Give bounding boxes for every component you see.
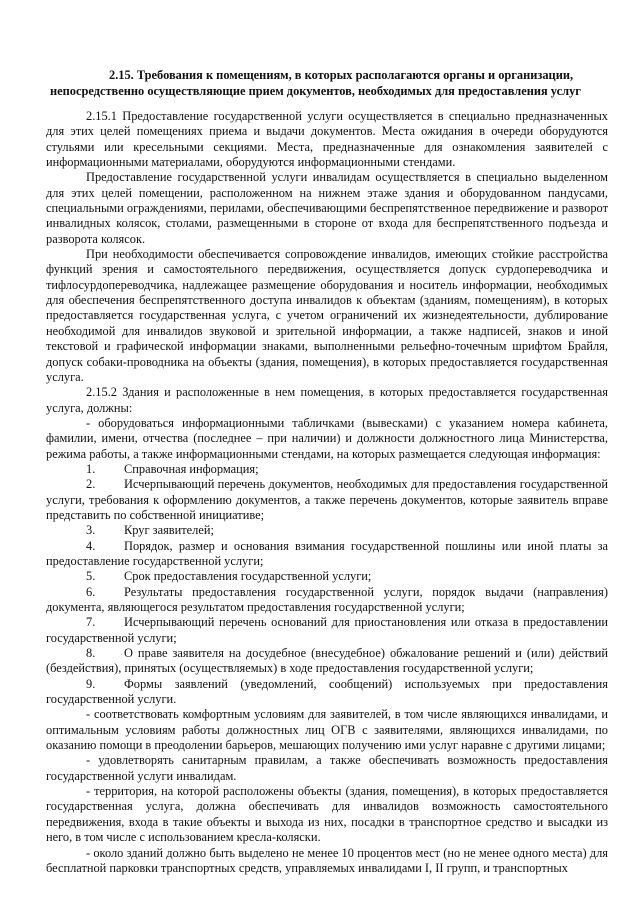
paragraph-assistance: При необходимости обеспечивается сопровождение инвалидов, имеющих стойкие расстройства функций зрения и самостоятельного передвижения, осуществляется допуск сурдопереводчика и тифлосурдопереводчика, надлежащее размещение оборудования и носитель информации, необходимых для обеспечения беспрепятственного доступа инвалидов к объектам (зданиям, помещениям), в которых предоставляется государственная услуга, с учетом ограничений их жизнедеятельности, дублирование необходимой для инвалидов звуковой и зрительной информации, а также надписей, знаков и иной текстовой и графической информации знаками, выполненными рельефно-точечным шрифтом Брайля, допуск собаки-проводника на объекты (здания, помещения), в которых предоставляется государственная услуга. [46,247,608,384]
list-text: Круг заявителей; [124,523,214,538]
list-text: Формы заявлений (уведомлений, сообщений) используемых при предоставления государственной услуги. [46,676,608,707]
list-number: 1. [86,461,96,476]
paragraph-territory: - территория, на которой расположены объекты (здания, помещения), в которых предоставляется государственная услуга, должна обеспечивать для инвалидов возможность самостоятельного передвижения, входа в такие объекты и выхода из них, посадки в транспортное средство и высадки из него, в том числе с использованием кресла-коляски. [46,784,608,845]
heading-line-1: 2.15. Требования к помещениям, в которых располагаются органы и организации, [109,68,574,82]
list-item [46,523,608,538]
list-number: 7. [86,615,96,630]
paragraph-comfort: - соответствовать комфортным условиям для заявителей, в том числе являющихся инвалидами, и оптимальным условиям работы должностных лиц ОГВ с заявителями, являющихся инвалидами, по оказанию помощи в преодолении барьеров, мешающих получению ими услуг наравне с другими лицами; [46,707,608,753]
list-item [46,539,608,570]
paragraph-2-15-1: 2.15.1 Предоставление государственной услуги осуществляется в специально предназначенных для этих целей помещениях приема и выдачи документов. Места ожидания в очереди оборудуются стульями или кресельными секциями. Места, предназначенные для ознакомления заявителей с информационными материалами, оборудуются информационными стендами. [46,109,608,170]
list-text: Порядок, размер и основания взимания государственной пошлины или иной платы за предоставление государственной услуги; [46,538,608,568]
list-number: 4. [86,538,96,553]
paragraph-parking: - около зданий должно быть выделено не менее 10 процентов мест (но не менее одного места) для бесплатной парковки транспортных средств, управляемых инвалидами I, II групп, и транспортных [46,845,608,875]
list-item [46,585,608,616]
paragraph-sanitary: - удовлетворять санитарным правилам, а также обеспечивать возможность предоставления государственной услуги инвалидам. [46,753,608,783]
list-item [46,677,608,708]
list-item [46,569,608,584]
section-heading [46,67,608,99]
list-number: 3. [86,523,96,538]
list-number: 5. [86,569,96,584]
heading-line-2: непосредственно осуществляющие прием документов, необходимых для предоставления услуг [50,84,581,98]
info-list [46,462,608,708]
list-text: О праве заявителя на досудебное (внесудебное) обжалование решений и (или) действий (бездействия), принятых (осуществляемых) в ходе предоставления государственной услуги; [46,646,608,676]
list-text: Срок предоставления государственной услуги; [124,569,372,584]
list-text: Результаты предоставления государственной услуги, порядок выдачи (направления) документа, являющегося результатом предоставления государственной услуги; [46,584,608,614]
list-text: Справочная информация; [124,461,259,476]
list-number: 2. [86,477,96,492]
list-number: 9. [86,676,96,691]
list-item [46,477,608,523]
list-number: 8. [86,646,96,661]
paragraph-disabled-access: Предоставление государственной услуги инвалидам осуществляется в специально выделенном для этих целей помещении, расположенном на нижнем этаже здания и оборудованном пандусами, специальными ограждениями, перилами, обеспечивающими беспрепятственное передвижение и разворот инвалидных колясок, столами, размещенными в стороне от входа для беспрепятственного подъезда и разворота колясок. [46,170,608,246]
paragraph-info-signs: - оборудоваться информационными табличками (вывесками) с указанием номера кабинета, фамилии, имени, отчества (последнее – при наличии) и должности должностного лица Министерства, режима работы, а также информационными стендами, на которых размещается следующая информация: [46,415,608,461]
list-item [46,646,608,677]
paragraph-2-15-2: 2.15.2 Здания и расположенные в нем помещения, в которых предоставляется государственная услуга, должны: [46,385,608,415]
list-item [46,615,608,646]
list-text: Исчерпывающий перечень оснований для приостановления или отказа в предоставлении государственной услуги; [46,615,608,645]
list-number: 6. [86,584,96,599]
list-item [46,462,608,477]
list-text: Исчерпывающий перечень документов, необходимых для предоставления государственной услуги, требования к оформлению документов, а также перечень документов, которые заявитель вправе представить по собственной инициативе; [46,477,608,522]
